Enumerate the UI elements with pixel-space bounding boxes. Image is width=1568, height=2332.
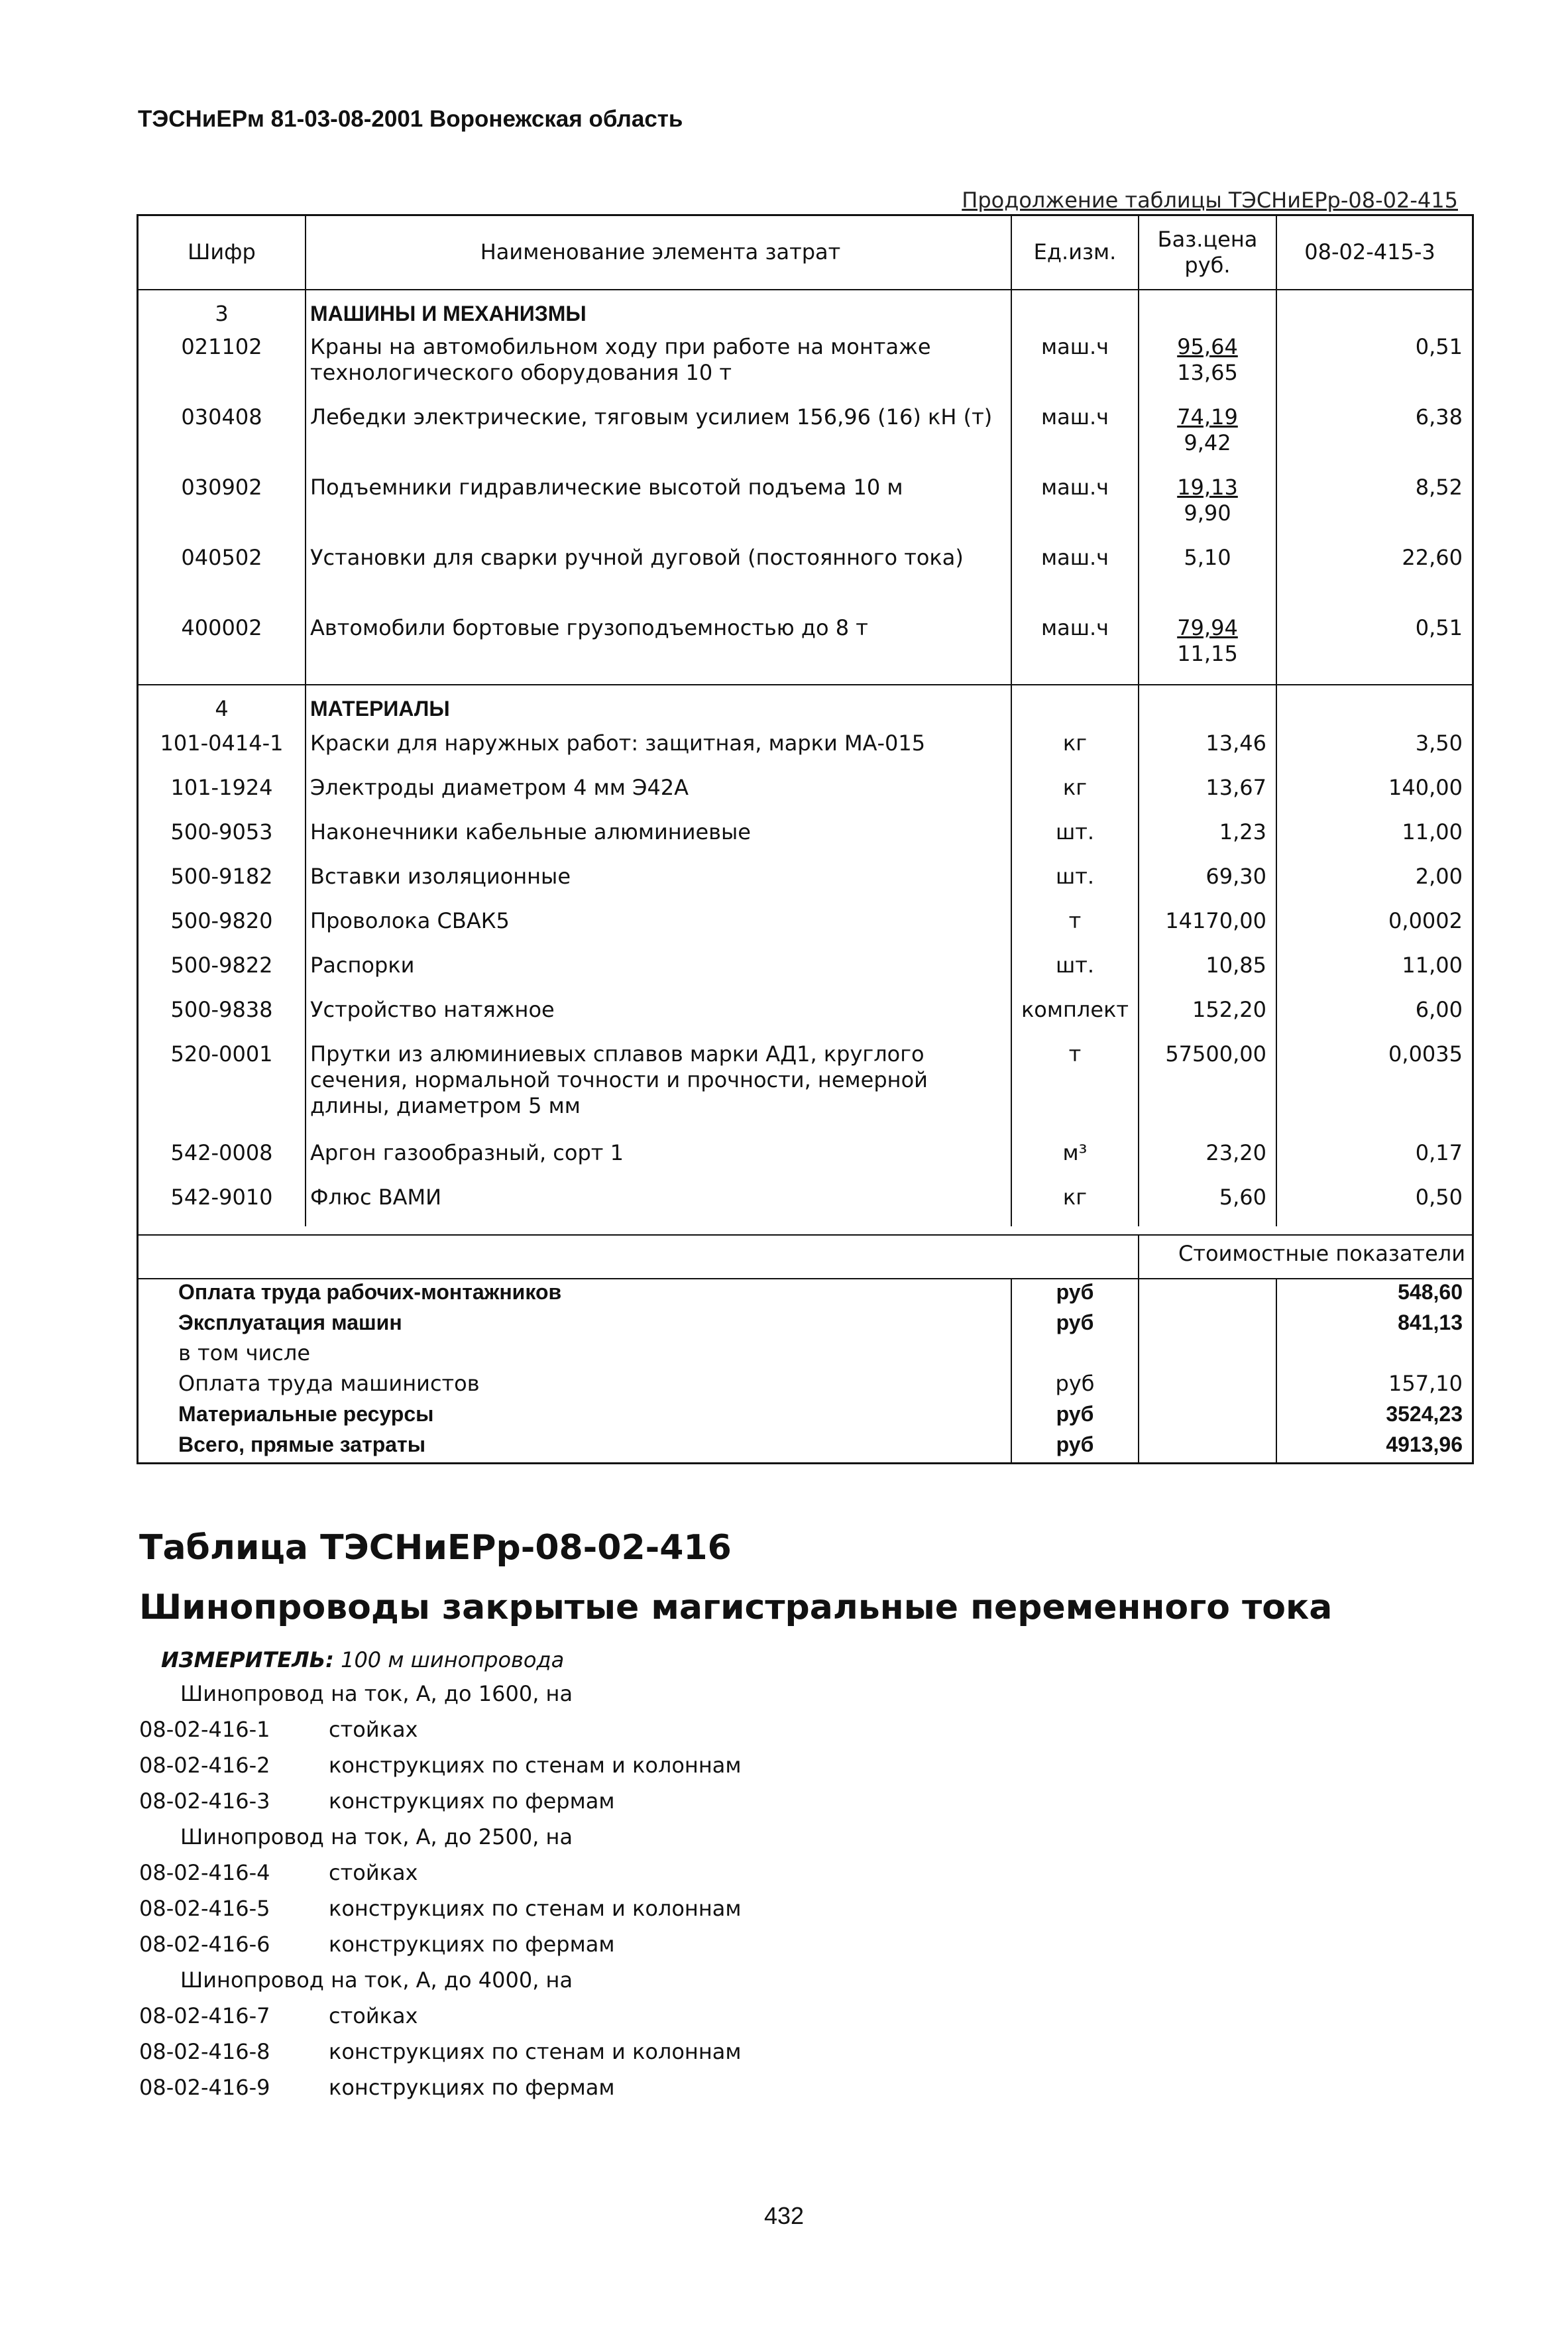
unit-cell: маш.ч [1011, 403, 1139, 473]
value-cell: 6,38 [1276, 403, 1473, 473]
summary-row [138, 1432, 1473, 1464]
unit-cell: маш.ч [1011, 614, 1139, 685]
empty-cell [1139, 1310, 1276, 1340]
empty-cell [1276, 290, 1473, 333]
price-cell: 14170,00 [1139, 905, 1276, 950]
price-cell [1139, 403, 1276, 473]
name-cell: Вставки изоляционные [306, 861, 1011, 905]
name-cell: Лебедки электрические, тяговым усилием 156,96 (16) кН (т) [306, 403, 1011, 473]
material-row [138, 772, 1473, 817]
name-cell: Прутки из алюминиевых сплавов марки АД1, круглого сечения, нормальной точности и прочности, немерной длины, диаметром 5 мм [306, 1039, 1011, 1137]
summary-label: Оплата труда рабочих-монтажников [138, 1279, 1012, 1310]
summary-value: 3524,23 [1276, 1401, 1473, 1432]
price-cell: 13,46 [1139, 728, 1276, 772]
summary-unit [1011, 1340, 1139, 1371]
empty-cell [1139, 290, 1276, 333]
summary-unit: руб [1011, 1279, 1139, 1310]
unit-cell: м³ [1011, 1137, 1139, 1182]
name-cell: Установки для сварки ручной дуговой (постоянного тока) [306, 544, 1011, 614]
section-number: 4 [138, 685, 306, 728]
code-cell: 542-0008 [138, 1137, 306, 1182]
variant-item [139, 1747, 742, 1783]
unit-cell: кг [1011, 772, 1139, 817]
unit-cell: кг [1011, 728, 1139, 772]
value-cell: 2,00 [1276, 861, 1473, 905]
code-cell: 500-9820 [138, 905, 306, 950]
summary-value [1276, 1340, 1473, 1371]
material-row [138, 1182, 1473, 1226]
unit-cell: шт. [1011, 950, 1139, 994]
summary-unit: руб [1011, 1310, 1139, 1340]
section-title: МАТЕРИАЛЫ [306, 685, 1011, 728]
summary-label: Материальные ресурсы [138, 1401, 1012, 1432]
summary-label: Оплата труда машинистов [138, 1371, 1012, 1401]
operator-wage: 9,42 [1184, 430, 1231, 456]
measure-label: ИЗМЕРИТЕЛЬ: [161, 1647, 334, 1672]
name-cell: Электроды диаметром 4 мм Э42А [306, 772, 1011, 817]
table-continuation-caption: Продолжение таблицы ТЭСНиЕРр-08-02-415 [962, 188, 1458, 213]
summary-label: Всего, прямые затраты [138, 1432, 1012, 1464]
variant-text: стойках [329, 1860, 418, 1885]
value-cell: 0,0035 [1276, 1039, 1473, 1137]
price-cell [1139, 473, 1276, 544]
empty-cell [1011, 685, 1139, 728]
variant-text: стойках [329, 2003, 418, 2028]
variant-item [139, 1926, 742, 1962]
price-cell: 13,67 [1139, 772, 1276, 817]
variant-group-heading: Шинопровод на ток, А, до 2500, на [180, 1824, 573, 1849]
header-name: Наименование элемента затрат [306, 215, 1011, 290]
name-cell: Наконечники кабельные алюминиевые [306, 817, 1011, 861]
machine-row [138, 544, 1473, 614]
empty-cell [1139, 1340, 1276, 1371]
code-cell: 520-0001 [138, 1039, 306, 1137]
value-cell: 11,00 [1276, 817, 1473, 861]
code-cell: 040502 [138, 544, 306, 614]
header-value: 08-02-415-3 [1276, 215, 1473, 290]
cost-indicators-row [138, 1235, 1473, 1279]
variant-code: 08-02-416-2 [139, 1753, 270, 1778]
variant-code: 08-02-416-4 [139, 1860, 270, 1885]
variant-item [139, 2034, 742, 2070]
summary-row [138, 1279, 1473, 1310]
variants-list [139, 1676, 742, 2105]
header-code: Шифр [138, 215, 306, 290]
name-cell: Краны на автомобильном ходу при работе на монтаже технологического оборудования 10 т [306, 333, 1011, 403]
value-cell: 8,52 [1276, 473, 1473, 544]
name-cell: Автомобили бортовые грузоподъемностью до 8 т [306, 614, 1011, 685]
value-cell: 3,50 [1276, 728, 1473, 772]
variant-text: конструкциях по фермам [329, 1788, 615, 1814]
code-cell: 542-9010 [138, 1182, 306, 1226]
page-header: ТЭСНиЕРм 81-03-08-2001 Воронежская область [138, 106, 683, 132]
price-cell: 23,20 [1139, 1137, 1276, 1182]
summary-label: Эксплуатация машин [138, 1310, 1012, 1340]
table-header-row [138, 215, 1473, 290]
variant-code: 08-02-416-1 [139, 1717, 270, 1742]
summary-value: 157,10 [1276, 1371, 1473, 1401]
value-cell: 11,00 [1276, 950, 1473, 994]
empty-cell [138, 1235, 1139, 1279]
variant-item [139, 1855, 742, 1891]
summary-unit: руб [1011, 1401, 1139, 1432]
operator-wage: 13,65 [1177, 360, 1238, 386]
value-cell: 0,51 [1276, 614, 1473, 685]
value-cell: 0,50 [1276, 1182, 1473, 1226]
page-number: 432 [763, 2202, 805, 2229]
base-price: 5,10 [1184, 545, 1231, 570]
machine-row [138, 403, 1473, 473]
section-row-machines [138, 290, 1473, 333]
value-cell: 0,51 [1276, 333, 1473, 403]
summary-row [138, 1371, 1473, 1401]
unit-cell: кг [1011, 1182, 1139, 1226]
section-row-materials [138, 685, 1473, 728]
summary-row [138, 1340, 1473, 1371]
material-row [138, 905, 1473, 950]
section-title: МАШИНЫ И МЕХАНИЗМЫ [306, 290, 1011, 333]
variant-item [139, 1891, 742, 1926]
empty-cell [1139, 1401, 1276, 1432]
base-price: 95,64 [1177, 334, 1238, 359]
summary-row [138, 1401, 1473, 1432]
empty-cell [1139, 1432, 1276, 1464]
variant-text: конструкциях по стенам и колоннам [329, 1896, 742, 1921]
machine-row [138, 333, 1473, 403]
next-table-title: Таблица ТЭСНиЕРр-08-02-416 [139, 1528, 732, 1568]
empty-cell [1011, 290, 1139, 333]
price-cell [1139, 614, 1276, 685]
summary-value: 548,60 [1276, 1279, 1473, 1310]
next-table-subtitle: Шинопроводы закрытые магистральные переменного тока [139, 1588, 1333, 1627]
name-cell: Краски для наружных работ: защитная, марки МА-015 [306, 728, 1011, 772]
price-cell [1139, 333, 1276, 403]
variant-item [139, 1783, 742, 1819]
variant-text: конструкциях по фермам [329, 2075, 615, 2100]
value-cell: 22,60 [1276, 544, 1473, 614]
unit-cell: шт. [1011, 861, 1139, 905]
spacer-row [138, 1226, 1473, 1235]
base-price: 74,19 [1177, 404, 1238, 430]
measure-line [161, 1647, 564, 1672]
variant-item [139, 1998, 742, 2034]
price-cell [1139, 544, 1276, 614]
price-cell: 152,20 [1139, 994, 1276, 1039]
value-cell: 0,17 [1276, 1137, 1473, 1182]
variant-group-heading: Шинопровод на ток, А, до 1600, на [180, 1681, 573, 1706]
header-unit: Ед.изм. [1011, 215, 1139, 290]
summary-unit: руб [1011, 1432, 1139, 1464]
code-cell: 400002 [138, 614, 306, 685]
machine-row [138, 614, 1473, 685]
material-row [138, 861, 1473, 905]
operator-wage: 9,90 [1184, 500, 1231, 526]
unit-cell: т [1011, 1039, 1139, 1137]
price-cell: 5,60 [1139, 1182, 1276, 1226]
header-price-line1: Баз.цена [1157, 226, 1258, 252]
variant-code: 08-02-416-9 [139, 2075, 270, 2100]
empty-cell [1139, 1279, 1276, 1310]
operator-wage: 11,15 [1177, 641, 1238, 667]
code-cell: 030902 [138, 473, 306, 544]
unit-cell: маш.ч [1011, 544, 1139, 614]
material-row [138, 950, 1473, 994]
unit-cell: шт. [1011, 817, 1139, 861]
summary-unit: руб [1011, 1371, 1139, 1401]
variant-code: 08-02-416-5 [139, 1896, 270, 1921]
variant-code: 08-02-416-6 [139, 1932, 270, 1957]
price-cell: 1,23 [1139, 817, 1276, 861]
code-cell: 500-9822 [138, 950, 306, 994]
code-cell: 101-1924 [138, 772, 306, 817]
name-cell: Проволока СВАК5 [306, 905, 1011, 950]
variant-text: конструкциях по стенам и колоннам [329, 2039, 742, 2064]
price-cell: 69,30 [1139, 861, 1276, 905]
summary-value: 4913,96 [1276, 1432, 1473, 1464]
material-row [138, 1039, 1473, 1137]
value-cell: 0,0002 [1276, 905, 1473, 950]
spacer-cell [138, 1226, 1473, 1235]
code-cell: 500-9053 [138, 817, 306, 861]
code-cell: 500-9838 [138, 994, 306, 1039]
variant-item [139, 1712, 742, 1747]
unit-cell: комплект [1011, 994, 1139, 1039]
summary-value: 841,13 [1276, 1310, 1473, 1340]
code-cell: 021102 [138, 333, 306, 403]
material-row [138, 1137, 1473, 1182]
unit-cell: маш.ч [1011, 473, 1139, 544]
name-cell: Подъемники гидравлические высотой подъема 10 м [306, 473, 1011, 544]
header-price [1139, 215, 1276, 290]
empty-cell [1276, 685, 1473, 728]
variant-item [139, 2070, 742, 2105]
variant-text: конструкциях по фермам [329, 1932, 615, 1957]
material-row [138, 994, 1473, 1039]
base-price: 79,94 [1177, 615, 1238, 640]
empty-cell [1139, 1371, 1276, 1401]
unit-cell: маш.ч [1011, 333, 1139, 403]
name-cell: Устройство натяжное [306, 994, 1011, 1039]
material-row [138, 728, 1473, 772]
value-cell: 140,00 [1276, 772, 1473, 817]
code-cell: 030408 [138, 403, 306, 473]
value-cell: 6,00 [1276, 994, 1473, 1039]
empty-cell [1139, 685, 1276, 728]
variant-code: 08-02-416-7 [139, 2003, 270, 2028]
variant-text: стойках [329, 1717, 418, 1742]
base-price: 19,13 [1177, 475, 1238, 500]
cost-indicators-heading: Стоимостные показатели [1139, 1235, 1473, 1279]
name-cell: Флюс ВАМИ [306, 1182, 1011, 1226]
measure-value: 100 м шинопровода [341, 1647, 565, 1672]
section-number: 3 [138, 290, 306, 333]
variant-text: конструкциях по стенам и колоннам [329, 1753, 742, 1778]
summary-row [138, 1310, 1473, 1340]
price-cell: 57500,00 [1139, 1039, 1276, 1137]
code-cell: 500-9182 [138, 861, 306, 905]
unit-cell: т [1011, 905, 1139, 950]
header-price-line2: руб. [1184, 253, 1231, 278]
machine-row [138, 473, 1473, 544]
variant-code: 08-02-416-8 [139, 2039, 270, 2064]
variant-code: 08-02-416-3 [139, 1788, 270, 1814]
name-cell: Аргон газообразный, сорт 1 [306, 1137, 1011, 1182]
cost-table [137, 214, 1474, 1464]
material-row [138, 817, 1473, 861]
code-cell: 101-0414-1 [138, 728, 306, 772]
summary-label: в том числе [138, 1340, 1012, 1371]
price-cell: 10,85 [1139, 950, 1276, 994]
name-cell: Распорки [306, 950, 1011, 994]
variant-group-heading: Шинопровод на ток, А, до 4000, на [180, 1967, 573, 1993]
